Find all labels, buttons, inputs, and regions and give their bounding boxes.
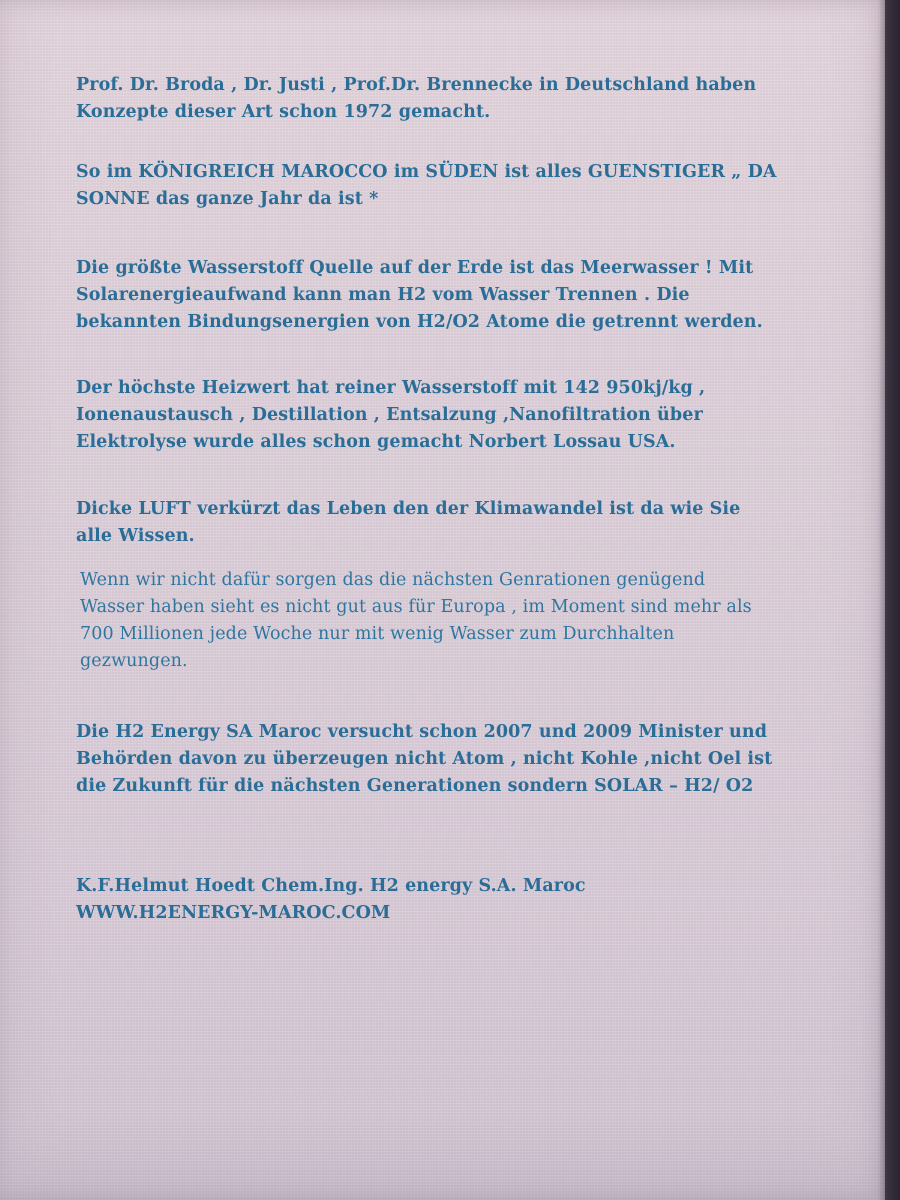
text-line: die Zukunft für die nächsten Generationen sondern SOLAR – H2/ O2: [76, 776, 754, 796]
paragraph-history: [76, 72, 756, 126]
paragraph-seawater: [76, 255, 763, 336]
paragraph-h2-energy: [76, 719, 772, 800]
text-line: Ionenaustausch , Destillation , Entsalzung ,Nanofiltration über: [76, 405, 703, 425]
paragraph-water-scarcity: [80, 567, 752, 675]
text-line: alle Wissen.: [76, 526, 195, 546]
text-line: Wenn wir nicht dafür sorgen das die nächsten Genrationen genügend: [80, 570, 706, 590]
text-line: bekannten Bindungsenergien von H2/O2 Atome die getrennt werden.: [76, 312, 763, 332]
text-line: 700 Millionen jede Woche nur mit wenig Wasser zum Durchhalten: [80, 624, 675, 644]
paragraph-climate: [76, 496, 740, 550]
page-edge-shadow: [878, 0, 900, 1200]
text-line: So im KÖNIGREICH MAROCCO im SÜDEN ist alles GUENSTIGER „ DA: [76, 162, 777, 182]
text-line: Behörden davon zu überzeugen nicht Atom , nicht Kohle ,nicht Oel ist: [76, 749, 773, 769]
text-line: Elektrolyse wurde alles schon gemacht Norbert Lossau USA.: [76, 432, 676, 452]
text-line: Solarenergieaufwand kann man H2 vom Wasser Trennen . Die: [76, 285, 690, 305]
text-line: Dicke LUFT verkürzt das Leben den der Klimawandel ist da wie Sie: [76, 499, 741, 519]
author-line: K.F.Helmut Hoedt Chem.Ing. H2 energy S.A. Maroc: [76, 876, 586, 896]
signature-block: [76, 873, 586, 927]
website-text: WWW.H2ENERGY-MAROC.COM: [76, 903, 391, 923]
text-line: Konzepte dieser Art schon 1972 gemacht.: [76, 102, 491, 122]
paragraph-heating-value: [76, 375, 705, 456]
text-line: SONNE das ganze Jahr da ist *: [76, 189, 379, 209]
text-line: gezwungen.: [80, 651, 188, 671]
text-line: Wasser haben sieht es nicht gut aus für Europa , im Moment sind mehr als: [80, 597, 752, 617]
text-line: Die größte Wasserstoff Quelle auf der Erde ist das Meerwasser ! Mit: [76, 258, 754, 278]
text-line: Prof. Dr. Broda , Dr. Justi , Prof.Dr. Brennecke in Deutschland haben: [76, 75, 757, 95]
text-line: Die H2 Energy SA Maroc versucht schon 2007 und 2009 Minister und: [76, 722, 768, 742]
text-line: Der höchste Heizwert hat reiner Wasserstoff mit 142 950kj/kg ,: [76, 378, 706, 398]
paragraph-morocco: [76, 159, 777, 213]
